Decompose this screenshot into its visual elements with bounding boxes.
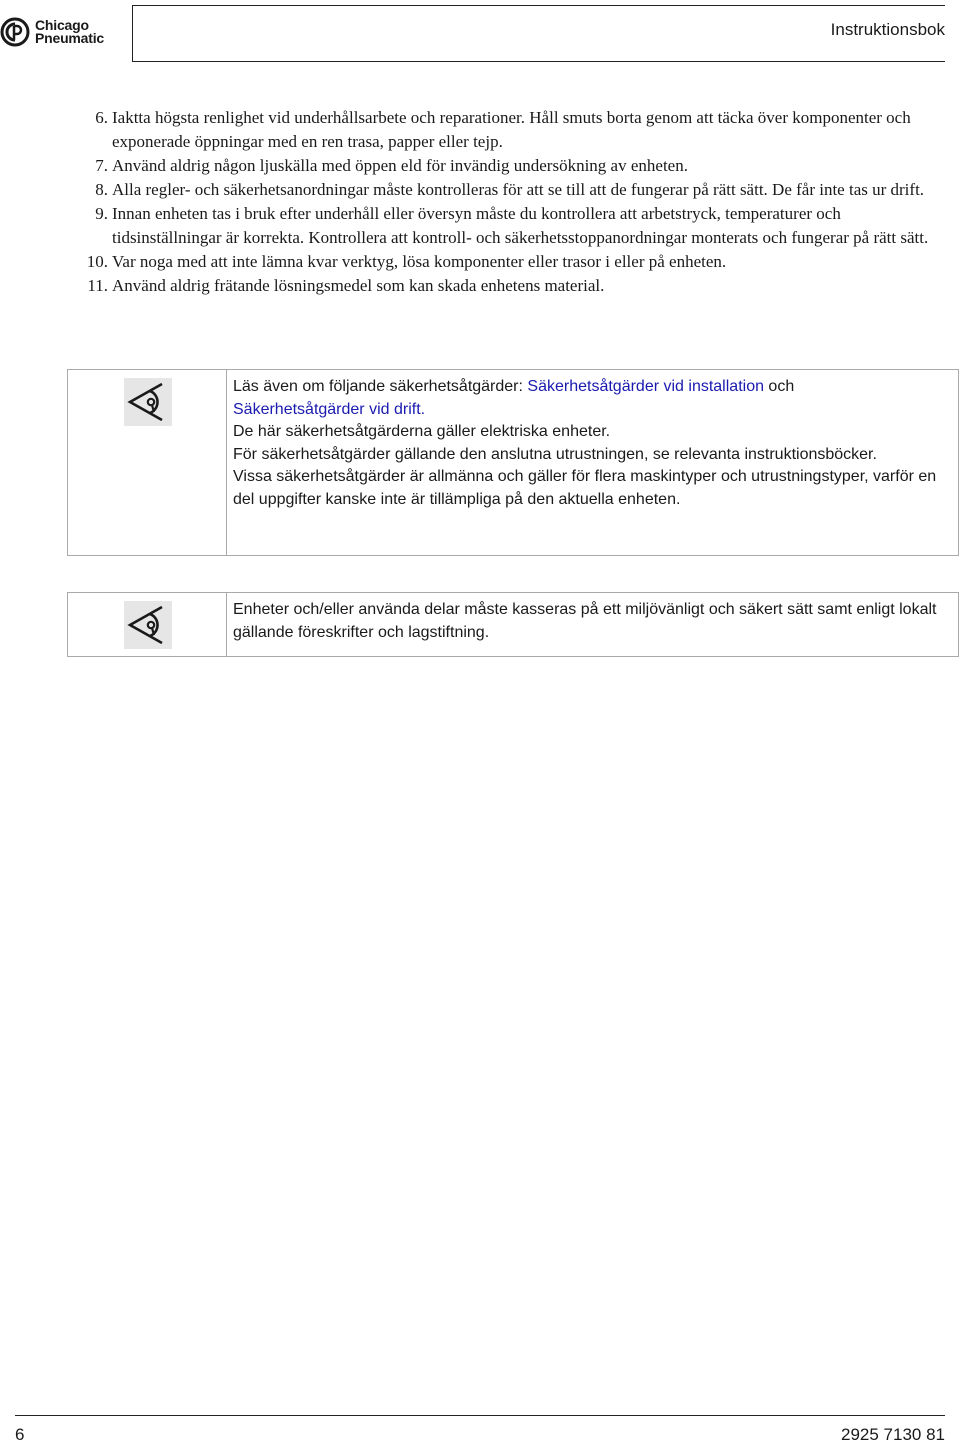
list-item <box>70 250 950 274</box>
list-item <box>70 274 950 298</box>
chicago-pneumatic-logo <box>0 12 104 52</box>
cp-logo-icon <box>0 17 30 47</box>
list-item-number: 9. <box>95 204 108 223</box>
list-item-number: 10. <box>86 252 108 271</box>
list-item <box>70 202 950 250</box>
note-paragraph <box>233 376 952 421</box>
list-item-text: Använd aldrig någon ljuskälla med öppen eld för invändig undersökning av enheten. <box>112 156 688 175</box>
note-paragraph: För säkerhetsåtgärder gällande den anslutna utrustningen, se relevanta instruktionsböcker. <box>233 445 877 463</box>
note-text <box>227 370 958 555</box>
note-icon-cell <box>68 593 227 656</box>
footer-divider <box>15 1415 945 1416</box>
document-number: 2925 7130 81 <box>841 1425 945 1444</box>
list-item-text: Innan enheten tas i bruk efter underhåll eller översyn måste du kontrollera att arbetstryck, temperaturer och tidsinställningar är korrekta. Kontrollera att kontroll- och säkerhetsstoppanordningar monterats och fungerar på rätt sätt. <box>112 204 929 247</box>
note-paragraph: De här säkerhetsåtgärderna gäller elektriska enheter. <box>233 423 611 440</box>
info-note-box <box>67 369 959 556</box>
list-item-number: 8. <box>95 180 108 199</box>
maintenance-precautions-list <box>70 106 950 298</box>
note-and: och <box>763 378 795 395</box>
list-item-number: 7. <box>95 156 108 175</box>
list-item-text: Iaktta högsta renlighet vid underhållsarbete och reparationer. Håll smuts borta genom att täcka över komponenter och exponerade öppningar med en ren trasa, papper eller tejp. <box>112 108 911 151</box>
list-item <box>70 178 950 202</box>
link-operation-safety[interactable]: Säkerhetsåtgärder vid drift. <box>233 400 426 418</box>
logo-text <box>35 19 104 45</box>
header-frame <box>132 5 945 62</box>
list-item-number: 11. <box>87 276 108 295</box>
eye-info-icon <box>124 601 172 649</box>
note-paragraph: Vissa säkerhetsåtgärder är allmänna och gäller för flera maskintyper och utrustningstyper, varför en del uppgifter kanske inte är tillämpliga på den aktuella enheten. <box>233 468 937 508</box>
logo-line-1: Chicago <box>35 17 89 33</box>
note-intro: Läs även om följande säkerhetsåtgärder: <box>233 378 528 395</box>
link-installation-safety[interactable]: Säkerhetsåtgärder vid installation <box>527 378 764 395</box>
document-type-title: Instruktionsbok <box>830 20 945 39</box>
logo-line-2: Pneumatic <box>35 30 104 46</box>
note-icon-cell <box>68 370 227 555</box>
list-item-text: Alla regler- och säkerhetsanordningar måste kontrolleras för att se till att de fungerar på rätt sätt. De får inte tas ur drift. <box>112 180 925 199</box>
page-number: 6 <box>15 1425 25 1444</box>
list-item <box>70 106 950 154</box>
list-item-number: 6. <box>95 108 108 127</box>
list-item-text: Använd aldrig frätande lösningsmedel som kan skada enhetens material. <box>112 276 605 295</box>
eye-info-icon <box>124 378 172 426</box>
list-item-text: Var noga med att inte lämna kvar verktyg, lösa komponenter eller trasor i eller på enheten. <box>112 252 727 271</box>
note-text <box>227 593 958 656</box>
list-item <box>70 154 950 178</box>
note-paragraph: Enheter och/eller använda delar måste kasseras på ett miljövänligt och säkert sätt samt enligt lokalt gällande föreskrifter och lagstiftning. <box>233 601 937 641</box>
info-note-box <box>67 592 959 657</box>
